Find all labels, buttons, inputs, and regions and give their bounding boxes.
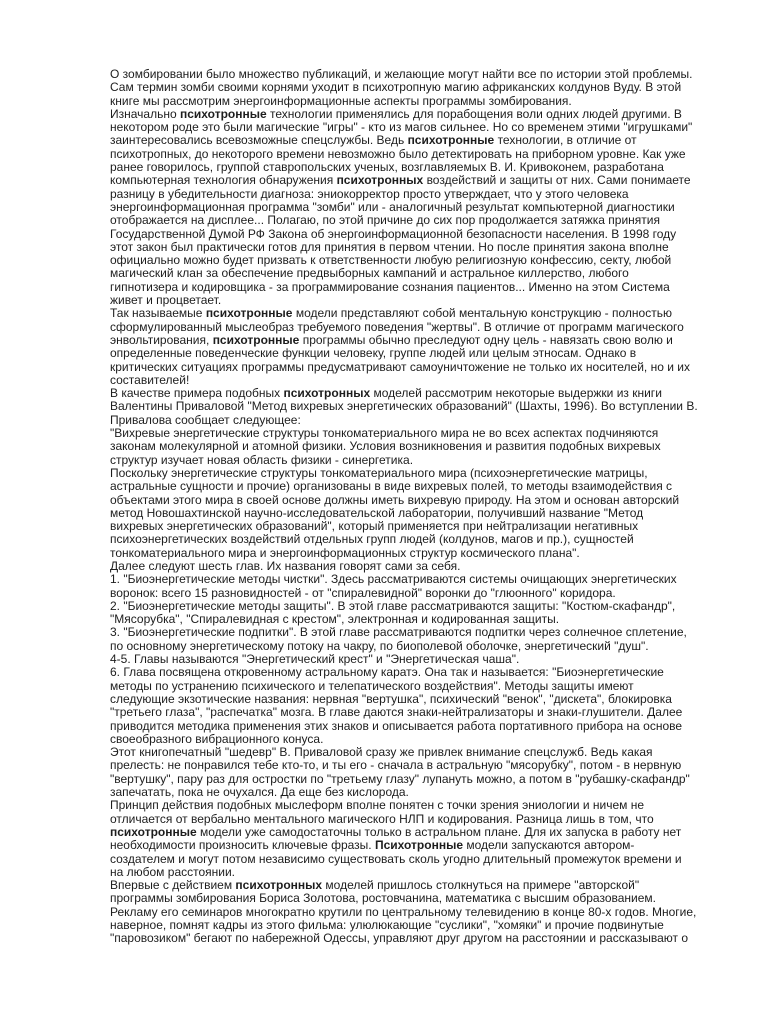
text-run: законам молекулярной и атомной физики. Условия возникновения и развития подобных вихревых (110, 439, 661, 454)
text-line (110, 480, 698, 493)
text-run: необходимости произносить ключевые фразы. (110, 838, 375, 853)
text-line (110, 148, 698, 161)
text-line (110, 427, 698, 440)
text-line (110, 746, 698, 759)
text-run: отличается от вербально ментального магического НЛП и кодирования. Разница лишь в том, что (110, 811, 654, 826)
bold-term: психотронные (205, 306, 293, 321)
text-run: О зомбировании было множество публикаций, и желающие могут найти все по истории этой проблемы. (110, 67, 693, 81)
text-line (110, 361, 698, 374)
text-line (110, 680, 698, 693)
text-line (110, 454, 698, 467)
text-line (110, 799, 698, 812)
text-run: следующие экзотические названия: нервная "вертушка", психический "венок", "дискета", блокировка (110, 691, 672, 706)
text-line (110, 879, 698, 892)
text-line (110, 839, 698, 852)
text-line (110, 174, 698, 187)
text-run: магический клан за обеспечение предвыборных кампаний и астральное киллерство, любого (110, 266, 629, 281)
text-run: технологии, в отличие от (494, 133, 637, 148)
text-line (110, 626, 698, 639)
text-line (110, 759, 698, 772)
text-run: сформулированный мыслеобраз требуемого поведения "жертвы". В отличие от программ магического (110, 319, 684, 334)
text-line (110, 892, 698, 905)
text-line (110, 919, 698, 932)
text-run: моделей рассмотрим некоторые выдержки из книги (370, 386, 662, 401)
text-run: Далее следуют шесть глав. Их названия говорят сами за себя. (110, 558, 461, 573)
text-line (110, 587, 698, 600)
text-line (110, 853, 698, 866)
text-run: Принцип действия подобных мыслеформ вполне понятен с точки зрения эниологии и ничем не (110, 798, 645, 813)
bold-term: психотронных (235, 878, 323, 893)
text-run: модели запускаются автором- (463, 838, 635, 853)
text-line (110, 520, 698, 533)
text-run: на любом расстоянии. (110, 864, 236, 879)
text-line (110, 214, 698, 227)
text-line (110, 321, 698, 334)
text-run: живет и процветает. (110, 293, 222, 308)
text-run: методы по устранению психического и телепатического воздействия". Методы защиты имеют (110, 678, 634, 693)
text-line (110, 68, 698, 81)
text-run: Государственной Думой РФ Закона об энергоинформационной безопасности населения. В 1998 году (110, 226, 677, 241)
text-run: "паровозиком" бегают по набережной Одессы, управляют друг другом на расстоянии и рассказывают о (110, 931, 689, 946)
text-run: тонкоматериального мира и энергоинформационных структур космического плана". (110, 545, 580, 560)
text-line (110, 307, 698, 320)
text-run: 1. "Биоэнергетические методы чистки". Здесь рассматриваются системы очищающих энергетических (110, 572, 677, 587)
text-line (110, 720, 698, 733)
text-run: "вертушку", пару раз для остростки по "третьему глазу" лупануть можно, а потом в "рубашку-скафандр" (110, 771, 690, 786)
text-line (110, 494, 698, 507)
text-run: Впервые с действием (110, 878, 236, 893)
text-run: программы зомбирования Бориса Золотова, ростовчанина, математика с высшим образованием. (110, 891, 657, 906)
text-run: психотропных, до некоторого времени невозможно было детектировать на приборном уровне. Как уже (110, 146, 686, 161)
text-line (110, 228, 698, 241)
text-line (110, 400, 698, 413)
text-run: отображается на дисплее... Полагаю, по этой причине до сих пор продолжается затяжка принятия (110, 213, 660, 228)
text-run: "третьего глаза", "распечатка" мозга. В главе даются знаки-нейтрализаторы и знаки-глушители. Далее (110, 705, 683, 720)
bold-term: психотронные (407, 133, 495, 148)
text-line (110, 813, 698, 826)
text-line (110, 241, 698, 254)
text-line (110, 440, 698, 453)
bold-term: психотронные (110, 824, 197, 839)
text-line (110, 866, 698, 879)
text-run: Рекламу его семинаров многократно крутили по центральному телевидению в конце 80-х годов. Многие, (110, 904, 697, 919)
document-body (110, 68, 698, 946)
text-line (110, 693, 698, 706)
text-run: прелесть: не понравился тебе кто-то, и ты его - сначала в астральную "мясорубку", потом - в нервную (110, 758, 682, 773)
text-run: компьютерная технология обнаружения (110, 173, 337, 188)
text-line (110, 334, 698, 347)
bold-term: психотронные (179, 106, 267, 121)
text-run: энвольтирования, (110, 332, 213, 347)
text-run: модели представляют собой ментальную конструкцию - полностью (292, 306, 672, 321)
text-run: психоэнергетических воздействий отдельных групп людей (колдунов, магов и пр.), сущностей (110, 532, 634, 547)
text-line (110, 108, 698, 121)
text-line (110, 281, 698, 294)
text-run: создателем и могут потом независимо существовать сколь угодно длительный промежуток времени и (110, 851, 682, 866)
text-run: 6. Глава посвящена откровенному астральному каратэ. Она так и называется: "Биоэнергетические (110, 665, 664, 680)
bold-term: Психотронные (374, 838, 464, 853)
text-run: 4-5. Главы называются "Энергетический крест" и "Энергетическая чаша". (110, 652, 520, 667)
text-run: программы обычно преследуют одну цель - навязать свою волю и (299, 332, 673, 347)
text-line (110, 121, 698, 134)
text-run: Этот книгопечатный "шедевр" В. Приваловой сразу же привлек внимание спецслужб. Ведь какая (110, 745, 653, 760)
text-run: модели уже самодостаточны только в астральном плане. Для их запуска в работу нет (196, 824, 682, 839)
text-run: "Мясорубка", "Спиралевидная с крестом", электронная и кодированная защиты. (110, 612, 560, 627)
text-line (110, 826, 698, 839)
text-line (110, 573, 698, 586)
text-run: по основному энергетическому потоку на чакру, по биополевой оболочке, энергетический "душ". (110, 638, 649, 653)
text-line (110, 600, 698, 613)
text-line (110, 161, 698, 174)
text-run: метод Новошахтинской научно-исследовательской лаборатории, получивший название "Метод (110, 505, 644, 520)
text-run: моделей пришлось столкнуться на примере "авторской" (322, 878, 640, 893)
text-run: книге мы рассмотрим энергоинформационные аспекты программы зомбирования. (110, 93, 572, 108)
text-run: 3. "Биоэнергетические подпитки". В этой главе рассматриваются подпитки через солнечное сплетение, (110, 625, 687, 640)
text-line (110, 640, 698, 653)
text-line (110, 414, 698, 427)
text-run: воздействий и защиты от них. Сами понимаете (423, 173, 691, 188)
text-line (110, 773, 698, 786)
text-line (110, 932, 698, 945)
text-line (110, 733, 698, 746)
text-run: приводится методика применения этих знаков и описывается работа портативного прибора на основе (110, 718, 683, 733)
text-run: определенные поведенческие функции человеку, группе людей или целым этносам. Однако в (110, 346, 637, 361)
text-run: гипнотизера и кодировщика - за программирование сознания пациентов... Именно на этом Система (110, 279, 670, 294)
text-run: Привалова сообщает следующее: (110, 412, 301, 427)
text-line (110, 653, 698, 666)
text-line (110, 294, 698, 307)
text-line (110, 786, 698, 799)
text-line (110, 547, 698, 560)
text-run: заинтересовались всевозможные спецслужбы. Ведь (110, 133, 408, 148)
text-run: официально можно будет призвать к ответственности любую религиозную конфессию, секту, любой (110, 253, 672, 268)
bold-term: психотронных (336, 173, 424, 188)
bold-term: психотронные (212, 332, 300, 347)
text-run: ранее говорилось, группой ставропольских ученых, возглавляемых В. И. Кривоконем, разработана (110, 160, 664, 175)
text-run: наверное, помнят кадры из этого фильма: улюлюкающие "суслики", "хомяки" и прочие подвинутые (110, 918, 664, 932)
text-run: воронок: всего 15 разновидностей - от "спиралевидной" воронки до "глюонного" коридора. (110, 585, 616, 600)
text-line (110, 81, 698, 94)
text-line (110, 374, 698, 387)
text-run: Валентины Приваловой "Метод вихревых энергетических образований" (Шахты, 1996). Во вступлении В. (110, 399, 698, 414)
text-run: этот закон был практически готов для принятия в первом чтении. Но после принятия закона вполне (110, 239, 669, 254)
text-line (110, 201, 698, 214)
text-line (110, 507, 698, 520)
text-run: В качестве примера подобных (110, 386, 284, 401)
text-run: некотором роде это были магические "игры" - кто из магов сильнее. Но со временем этими "игрушками" (110, 120, 693, 135)
text-line (110, 134, 698, 147)
text-line (110, 706, 698, 719)
text-line (110, 906, 698, 919)
text-line (110, 666, 698, 679)
text-run: объектами этого мира в своей основе должны иметь вихревую природу. На этом и основан авторский (110, 492, 680, 507)
text-run: составителей! (110, 372, 190, 387)
text-line (110, 533, 698, 546)
text-run: Сам термин зомби своими корнями уходит в психотропную магию африканских колдунов Вуду. В этой (110, 80, 682, 95)
text-run: вихревых энергетических образований", который применяется при нейтрализации негативных (110, 519, 639, 534)
text-run: 2. "Биоэнергетические методы защиты". В этой главе рассматриваются защиты: "Костюм-скафандр", (110, 598, 676, 613)
bold-term: психотронных (283, 386, 371, 401)
text-line (110, 267, 698, 280)
text-run: запечатать, пока не очухался. Да еще без кислорода. (110, 785, 409, 800)
text-run: своеобразного вибрационного конуса. (110, 731, 324, 746)
text-line (110, 560, 698, 573)
text-run: Изначально (110, 106, 180, 121)
text-run: энергоинформационная программа "зомби" или - аналогичный результат компьютерной диагностики (110, 199, 675, 214)
text-line (110, 95, 698, 108)
text-line (110, 467, 698, 480)
text-run: Так называемые (110, 306, 206, 321)
text-run: разницу в убедительности диагноза: эниокорректор просто утверждает, что у этого человека (110, 186, 629, 201)
text-run: астральные сущности и прочие) организованы в виде вихревых полей, то методы взаимодействия с (110, 479, 673, 494)
text-line (110, 387, 698, 400)
text-run: Поскольку энергетические структуры тонкоматериального мира (психоэнергетические матрицы, (110, 465, 648, 480)
text-run: критических ситуациях программы предусматривают самоуничтожение не только их носителей, но и их (110, 359, 690, 374)
text-line (110, 254, 698, 267)
text-line (110, 347, 698, 360)
text-line (110, 613, 698, 626)
text-run: технологии применялись для порабощения воли одних людей другими. В (266, 106, 682, 121)
text-run: структур изучает новая область физики - синергетика. (110, 452, 414, 467)
text-run: "Вихревые энергетические структуры тонкоматериального мира не во всех аспектах подчиняются (110, 426, 659, 441)
text-line (110, 188, 698, 201)
